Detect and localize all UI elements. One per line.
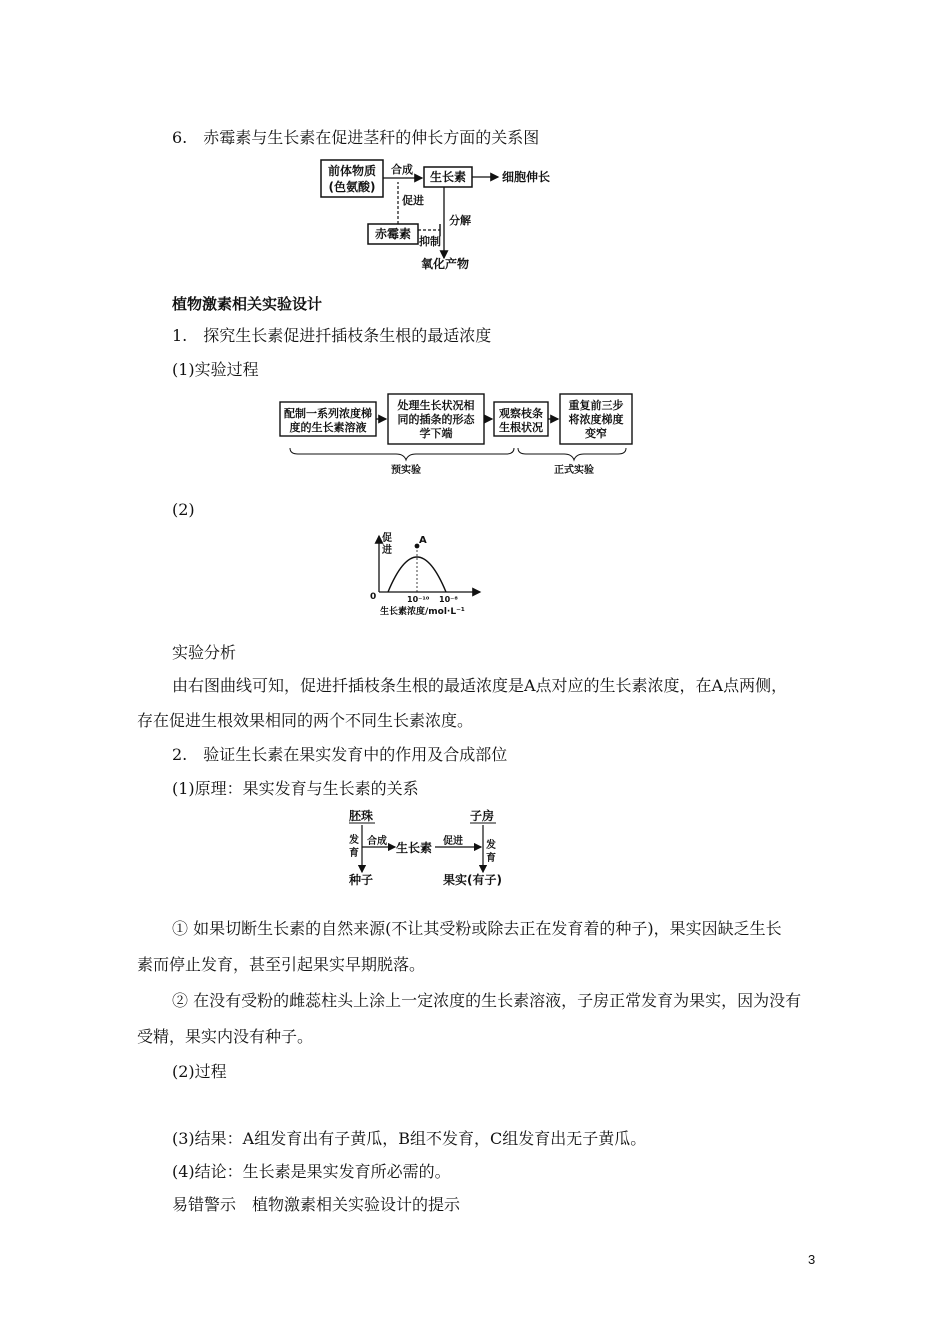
box2-line2: 同的插条的形态 — [397, 413, 475, 426]
item2-title: 2. 验证生长素在果实发育中的作用及合成部位 — [172, 745, 508, 764]
box1-line2: 度的生长素溶液 — [289, 421, 367, 434]
fruit-label: 果实(有子) — [443, 873, 502, 887]
box3-line1: 观察枝条 — [499, 407, 543, 420]
y-label-1: 促 — [382, 533, 392, 544]
develop-right-2: 育 — [486, 853, 496, 864]
promote-label: 促进 — [402, 194, 424, 207]
concentration-curve — [366, 530, 496, 616]
analysis-line2: 存在促进生根效果相同的两个不同生长素浓度。 — [137, 711, 474, 730]
p1-line1: ① 如果切断生长素的自然来源(不让其受粉或除去正在发育着的种子)，果实因缺乏生长 — [172, 919, 782, 938]
formal-experiment-label: 正式实验 — [554, 465, 594, 476]
ovary-label: 子房 — [470, 809, 495, 823]
box4-line3: 变窄 — [585, 427, 607, 440]
develop-left-1: 发 — [349, 835, 359, 846]
point-a-label: A — [419, 535, 427, 546]
experiment-flowchart — [278, 392, 638, 476]
y-label-2: 进 — [382, 545, 392, 556]
auxin-label: 生长素 — [429, 170, 467, 184]
gibberellin-label: 赤霉素 — [374, 227, 412, 241]
elongation-label: 细胞伸长 — [502, 170, 551, 184]
oxide-label: 氧化产物 — [421, 257, 470, 271]
decompose-label: 分解 — [449, 214, 471, 227]
synth-label: 合成 — [391, 163, 413, 176]
item2-sub3: (3)结果：A组发育出有子黄瓜，B组不发育，C组发育出无子黄瓜。 — [172, 1129, 647, 1148]
item2-sub4: (4)结论：生长素是果实发育所必需的。 — [172, 1162, 451, 1181]
item2-sub1: (1)原理：果实发育与生长素的关系 — [172, 779, 419, 798]
item1-title: 1. 探究生长素促进扦插枝条生根的最适浓度 — [172, 326, 492, 345]
gibberellin-auxin-diagram — [318, 158, 578, 270]
origin-label: 0 — [370, 592, 377, 602]
embryo-label: 胚珠 — [349, 809, 374, 823]
box4-line1: 重复前三步 — [568, 399, 624, 412]
precursor-label-1: 前体物质 — [327, 164, 377, 178]
box2-line1: 处理生长状况相 — [397, 399, 475, 412]
box4-line2: 将浓度梯度 — [568, 413, 624, 426]
section-heading: 植物激素相关实验设计 — [172, 295, 323, 313]
pre-experiment-label: 预实验 — [391, 465, 421, 476]
section6-title: 6. 赤霉素与生长素在促进茎秆的伸长方面的关系图 — [172, 128, 540, 147]
item2-sub2: (2)过程 — [172, 1062, 227, 1081]
x-tick-2: 10⁻⁸ — [439, 595, 458, 604]
p1-line2: 素而停止发育，甚至引起果实早期脱落。 — [137, 955, 426, 974]
inhibit-label: 抑制 — [419, 235, 441, 248]
develop-right-1: 发 — [486, 840, 496, 851]
seed-label: 种子 — [349, 873, 374, 887]
fruit-auxin-diagram — [345, 806, 525, 890]
p2-line2: 受精，果实内没有种子。 — [137, 1027, 314, 1046]
x-axis-label: 生长素浓度/mol·L⁻¹ — [380, 607, 465, 617]
precursor-label-2: (色氨酸) — [328, 180, 376, 194]
box3-line2: 生根状况 — [499, 421, 543, 434]
box2-line3: 学下端 — [419, 427, 453, 440]
synth-label-2: 合成 — [367, 836, 387, 847]
develop-left-2: 育 — [349, 848, 359, 859]
p2-line1: ② 在没有受粉的雌蕊柱头上涂上一定浓度的生长素溶液，子房正常发育为果实，因为没有 — [172, 991, 802, 1010]
page-number: 3 — [808, 1252, 816, 1267]
box1-line1: 配制一系列浓度梯 — [284, 407, 372, 420]
analysis-line1: 由右图曲线可知，促进扦插枝条生根的最适浓度是A点对应的生长素浓度，在A点两侧， — [172, 676, 788, 695]
item1-sub2: (2) — [172, 500, 195, 519]
item1-sub1: (1)实验过程 — [172, 360, 259, 379]
analysis-title: 实验分析 — [172, 643, 237, 662]
warning-title: 易错警示 植物激素相关实验设计的提示 — [172, 1195, 461, 1214]
auxin-label-2: 生长素 — [396, 841, 433, 855]
promote-label-2: 促进 — [443, 836, 463, 847]
x-tick-1: 10⁻¹⁰ — [407, 595, 430, 604]
